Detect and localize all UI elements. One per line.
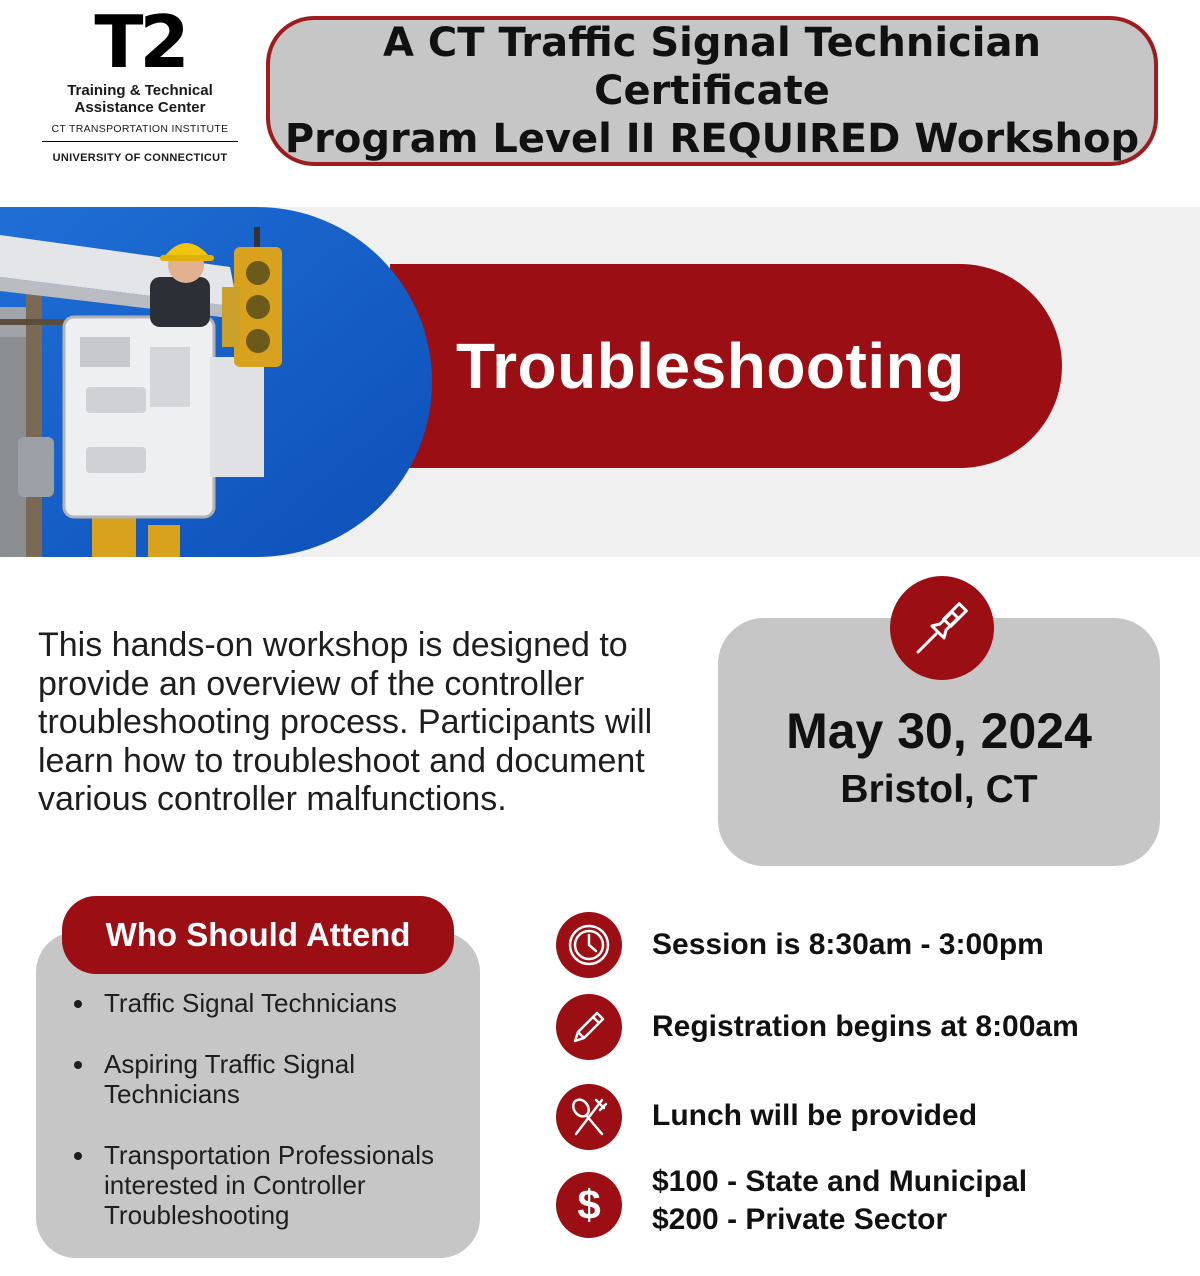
pencil-icon	[556, 994, 622, 1060]
attendee-heading: Who Should Attend	[105, 916, 411, 953]
list-item: Traffic Signal Technicians	[70, 988, 480, 1018]
price-state-municipal: $100 - State and Municipal	[652, 1165, 1028, 1198]
logo-university: UNIVERSITY OF CONNECTICUT	[52, 152, 228, 164]
price-private-sector: $200 - Private Sector	[652, 1203, 948, 1236]
clock-icon	[556, 912, 622, 978]
page-title	[270, 19, 1154, 163]
list-item: Aspiring Traffic Signal Technicians	[70, 1049, 480, 1109]
technician-in-bucket-truck-photo	[0, 207, 432, 557]
title-line-2: Program Level II REQUIRED Workshop	[284, 116, 1140, 162]
event-location: Bristol, CT	[840, 768, 1038, 811]
workshop-description: This hands-on workshop is designed to provide an overview of the controller troubleshooting process. Participants will learn how to troubleshoot and document various controller malfunctions.	[38, 626, 653, 818]
t2-logo	[30, 0, 250, 176]
list-item: Transportation Professionals interested in Controller Troubleshooting	[70, 1140, 480, 1230]
pushpin-icon	[890, 576, 994, 680]
banner-heading: Troubleshooting	[456, 330, 965, 402]
title-line-1: A CT Traffic Signal Technician Certificate	[383, 20, 1041, 114]
attendee-heading-pill	[62, 896, 454, 974]
logo-divider	[42, 141, 238, 142]
banner-heading-pill	[390, 264, 1062, 468]
event-date: May 30, 2024	[786, 703, 1092, 759]
dollar-icon: $	[556, 1172, 622, 1238]
logo-line-1: Training & Technical	[67, 82, 213, 99]
t2-logo-mark: T2	[94, 0, 186, 84]
logo-institute: CT TRANSPORTATION INSTITUTE	[51, 123, 229, 135]
session-time: Session is 8:30am - 3:00pm	[652, 928, 1044, 961]
title-box	[266, 16, 1158, 166]
technician-photo	[0, 207, 432, 557]
logo-line-2: Assistance Center	[74, 99, 206, 116]
attendee-list	[70, 988, 480, 1261]
lunch-note: Lunch will be provided	[652, 1099, 978, 1132]
utensils-icon	[556, 1084, 622, 1150]
pricing	[652, 1163, 1027, 1239]
registration-time: Registration begins at 8:00am	[652, 1010, 1079, 1043]
